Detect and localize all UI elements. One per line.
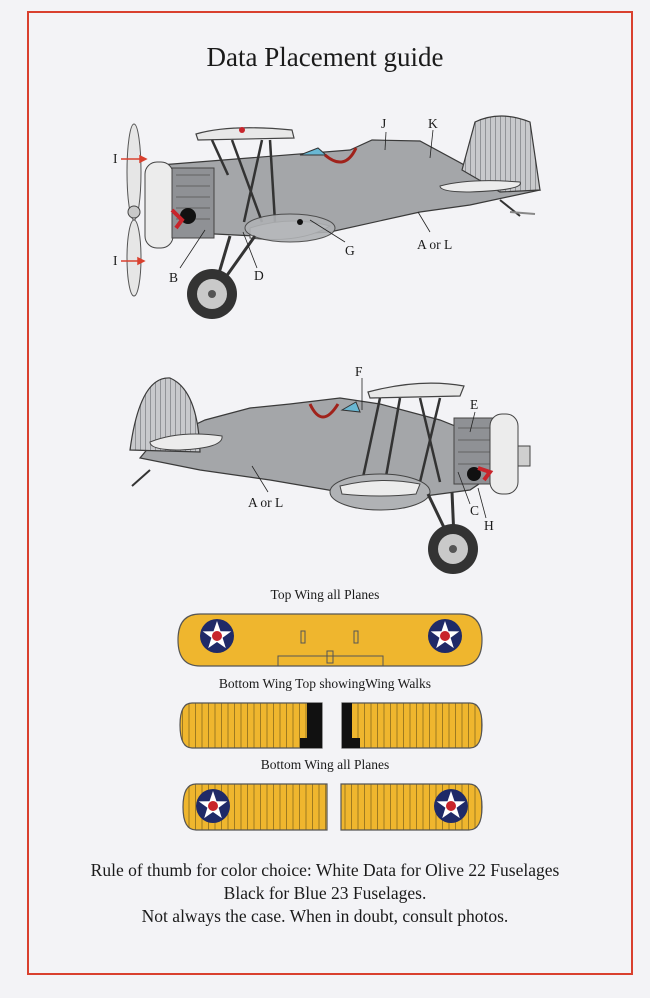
callout-d: D (254, 268, 264, 283)
aircraft-side-view-left (121, 116, 540, 319)
page-title: Data Placement guide (206, 42, 444, 72)
callout-i-upper: I (113, 151, 118, 166)
callout-k: K (428, 116, 438, 131)
callout-c: C (470, 503, 480, 518)
rule-line-2: Black for Blue 23 Fuselages. (223, 883, 427, 903)
callout-g: G (345, 243, 355, 258)
callout-a-or-l-bottom: A or L (248, 495, 284, 510)
callout-b: B (169, 270, 179, 285)
rule-line-1: Rule of thumb for color choice: White Data for Olive 22 Fuselages (90, 860, 560, 880)
callout-a-or-l-top: A or L (417, 237, 453, 252)
caption-bottom-wing-top: Bottom Wing Top showingWing Walks (218, 676, 432, 691)
callout-f: F (355, 364, 363, 379)
callout-j: J (381, 116, 387, 131)
caption-bottom-wing-all: Bottom Wing all Planes (260, 757, 390, 772)
caption-top-wing: Top Wing all Planes (270, 587, 380, 602)
callout-i-lower: I (113, 253, 118, 268)
callout-h: H (484, 518, 494, 533)
bottom-wing-walks-diagram (180, 703, 482, 748)
rule-line-3: Not always the case. When in doubt, consult photos. (141, 906, 509, 926)
callout-e: E (470, 397, 479, 412)
bottom-wing-diagram (183, 784, 482, 830)
top-wing-diagram (178, 614, 482, 666)
